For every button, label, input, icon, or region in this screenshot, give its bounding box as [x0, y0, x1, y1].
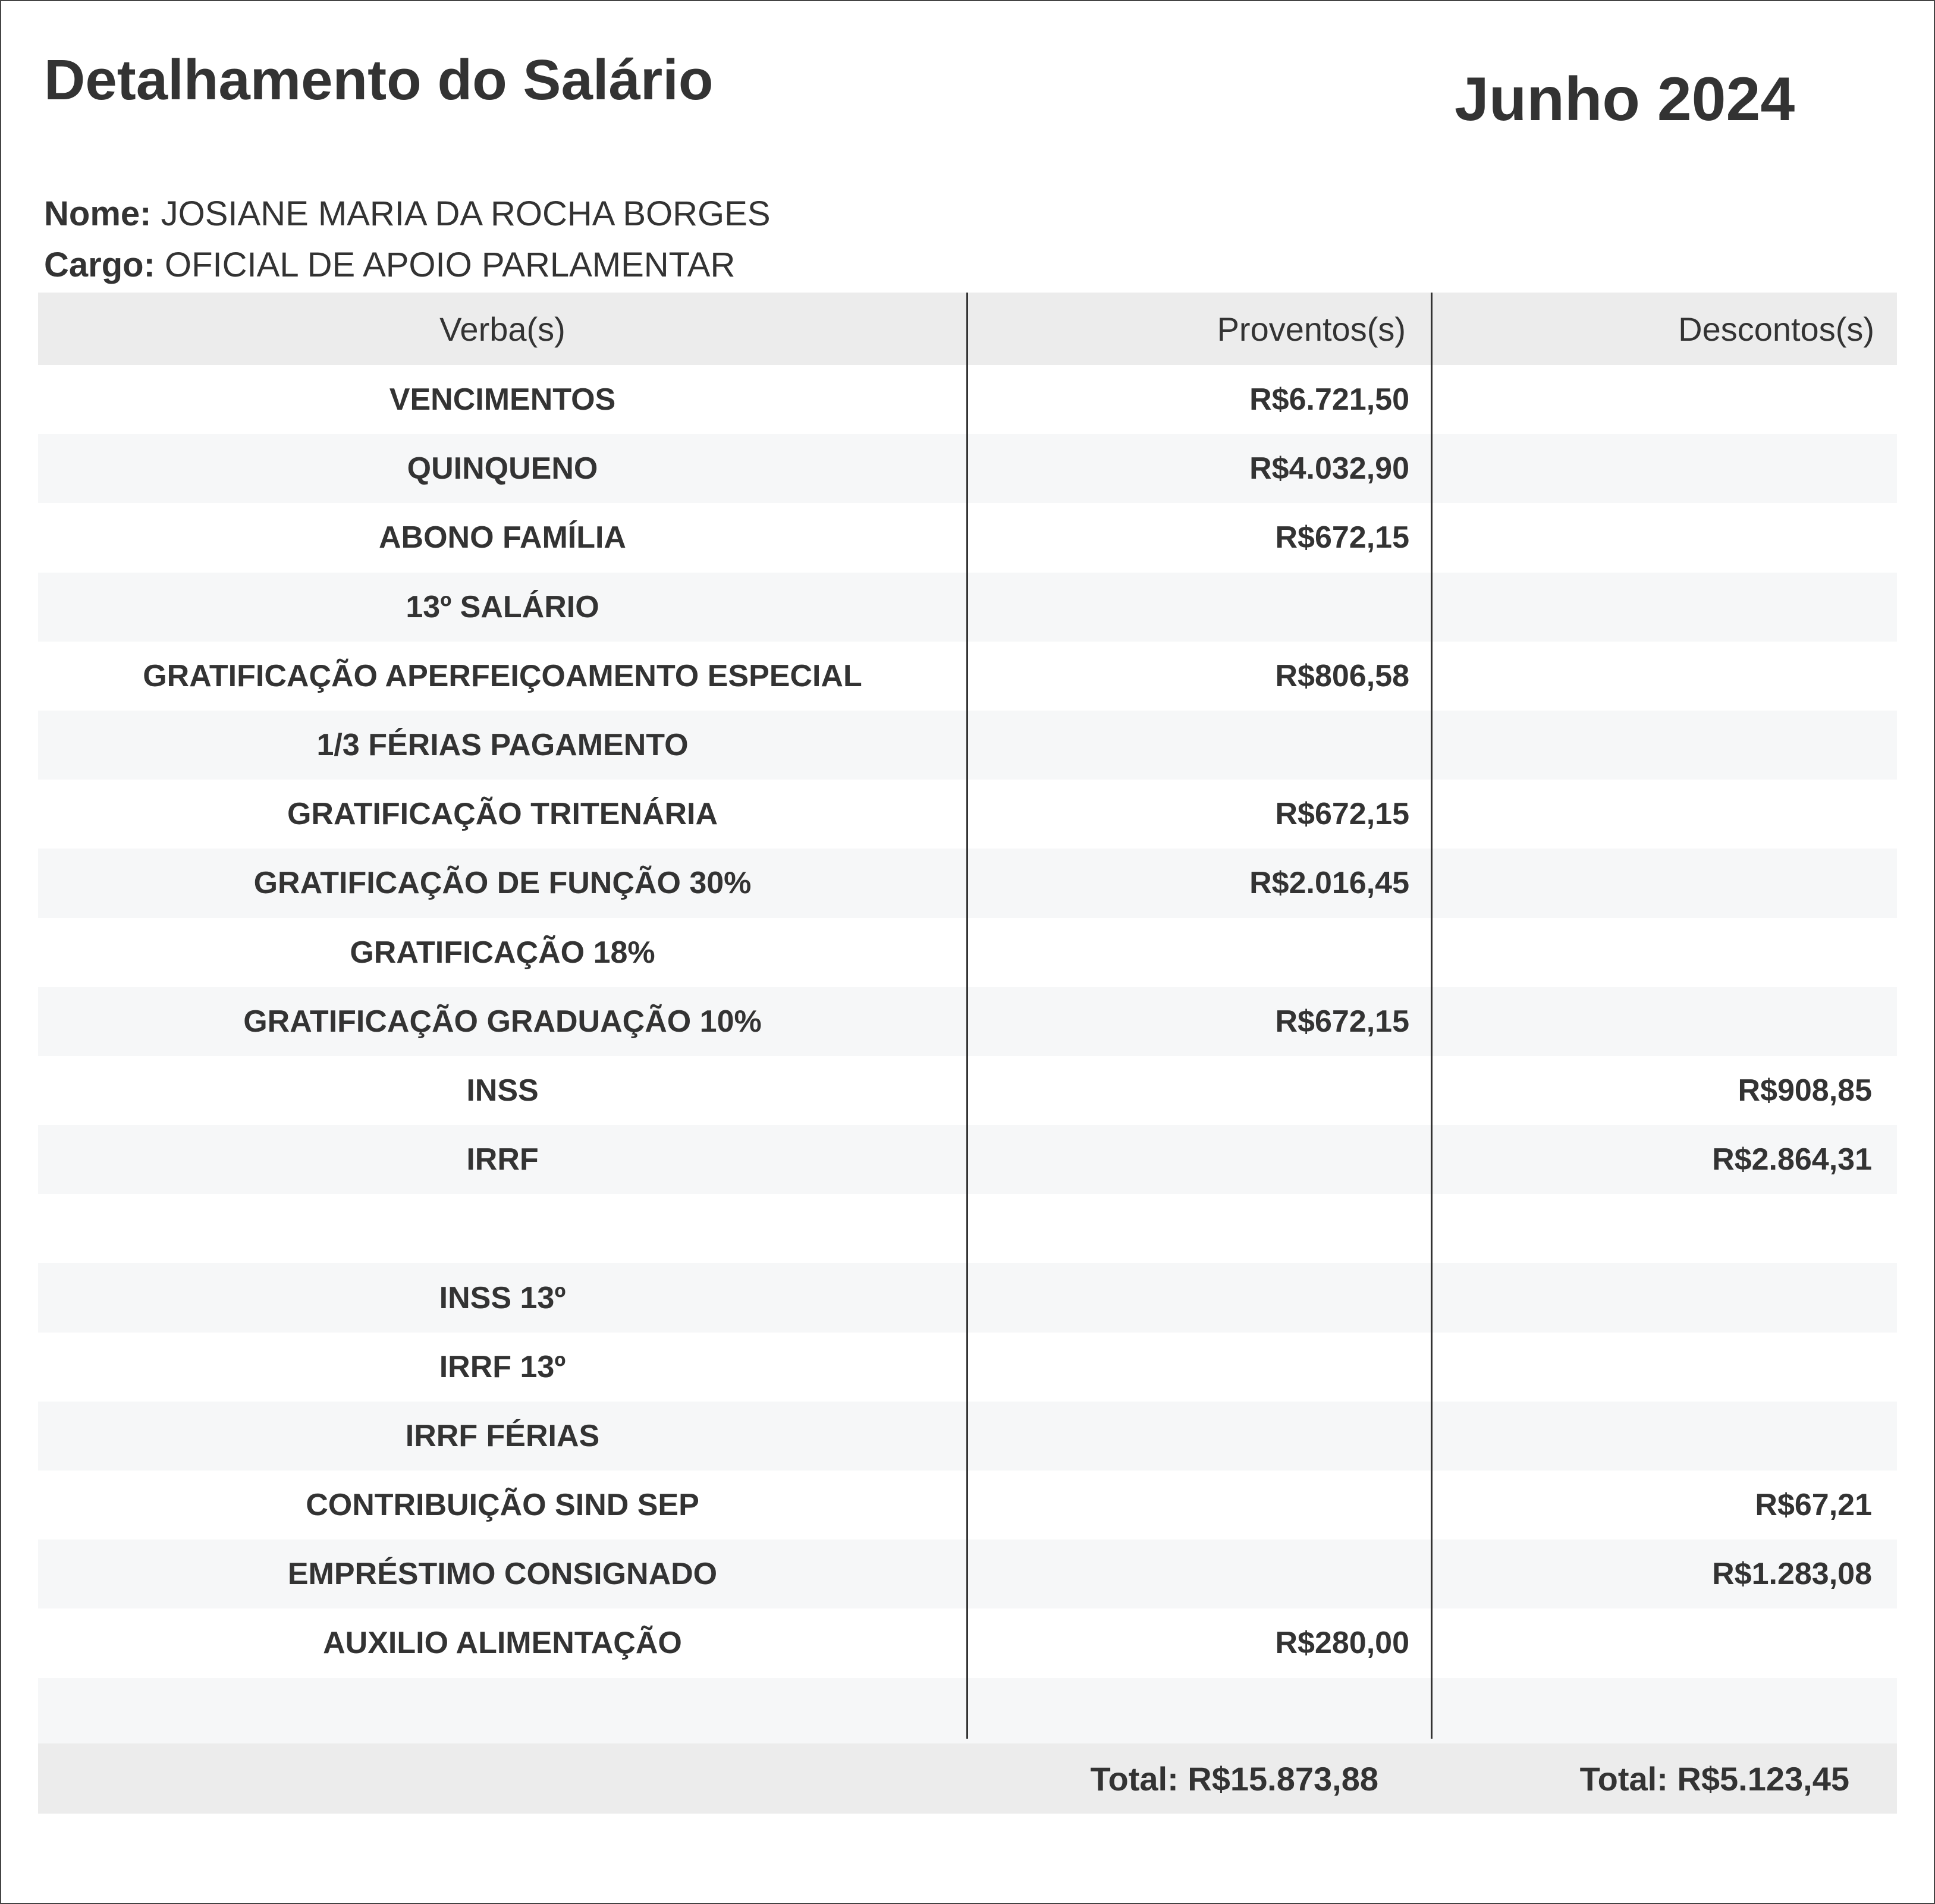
cell-proventos: R$6.721,50	[1249, 382, 1409, 417]
total-descontos: Total: R$5.123,45	[1579, 1760, 1849, 1798]
cell-verba: EMPRÉSTIMO CONSIGNADO	[287, 1557, 718, 1592]
cell-verba: GRATIFICAÇÃO APERFEIÇOAMENTO ESPECIAL	[143, 658, 862, 693]
employee-name-line	[44, 194, 771, 234]
cell-proventos: R$280,00	[1275, 1626, 1409, 1661]
cell-verba: CONTRIBUIÇÃO SIND SEP	[306, 1488, 699, 1523]
cell-verba: IRRF FÉRIAS	[405, 1418, 600, 1453]
cell-verba: GRATIFICAÇÃO GRADUAÇÃO 10%	[243, 1004, 762, 1039]
cell-proventos: R$672,15	[1275, 797, 1409, 832]
employee-name: JOSIANE MARIA DA ROCHA BORGES	[161, 194, 771, 233]
page-title: Detalhamento do Salário	[44, 48, 714, 112]
cell-descontos: R$1.283,08	[1712, 1557, 1872, 1592]
cell-verba: AUXILIO ALIMENTAÇÃO	[323, 1626, 682, 1661]
cell-descontos: R$908,85	[1738, 1073, 1872, 1108]
cell-verba: IRRF 13º	[439, 1349, 566, 1384]
cell-proventos: R$4.032,90	[1249, 451, 1409, 486]
employee-name-label: Nome:	[44, 194, 152, 233]
cell-verba: GRATIFICAÇÃO 18%	[350, 935, 655, 970]
cell-verba: 1/3 FÉRIAS PAGAMENTO	[316, 728, 689, 763]
cell-verba: INSS 13º	[439, 1280, 566, 1315]
cell-verba: QUINQUENO	[407, 451, 598, 486]
cell-descontos: R$2.864,31	[1712, 1142, 1872, 1177]
totals-row	[38, 1743, 1897, 1814]
cell-verba: GRATIFICAÇÃO DE FUNÇÃO 30%	[253, 866, 752, 901]
cell-verba: INSS	[466, 1073, 539, 1108]
cell-verba: ABONO FAMÍLIA	[379, 520, 626, 555]
period-label: Junho 2024	[1455, 65, 1795, 134]
header-descontos: Descontos(s)	[1678, 310, 1874, 348]
employee-role-line	[44, 245, 735, 285]
cell-proventos: R$672,15	[1275, 1004, 1409, 1039]
cell-proventos: R$2.016,45	[1249, 866, 1409, 901]
header-proventos: Proventos(s)	[1217, 310, 1406, 348]
employee-role: OFICIAL DE APOIO PARLAMENTAR	[165, 246, 736, 284]
column-divider	[966, 293, 968, 1739]
cell-proventos: R$672,15	[1275, 520, 1409, 555]
header-verba: Verba(s)	[439, 310, 566, 348]
employee-role-label: Cargo:	[44, 246, 155, 284]
total-proventos: Total: R$15.873,88	[1090, 1760, 1378, 1798]
cell-verba: VENCIMENTOS	[389, 382, 616, 417]
cell-proventos: R$806,58	[1275, 658, 1409, 693]
cell-verba: GRATIFICAÇÃO TRITENÁRIA	[287, 797, 718, 832]
cell-verba: IRRF	[466, 1142, 539, 1177]
column-divider	[1431, 293, 1433, 1739]
cell-verba: 13º SALÁRIO	[406, 589, 599, 624]
cell-descontos: R$67,21	[1755, 1488, 1872, 1523]
